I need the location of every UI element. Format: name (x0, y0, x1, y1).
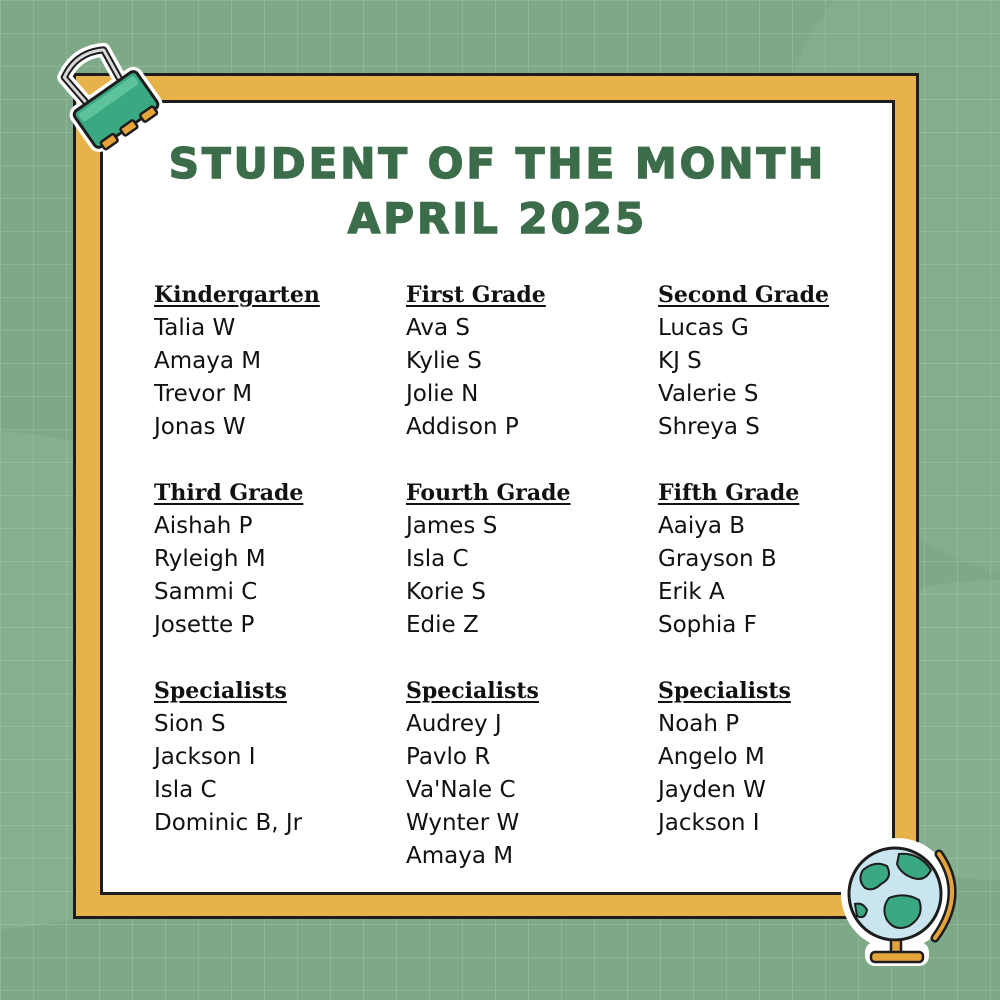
student-name: Sion S (154, 711, 226, 737)
student-name: Shreya S (658, 414, 760, 440)
student-name: Jackson I (658, 810, 760, 836)
group-kindergarten (154, 281, 394, 444)
student-name: Talia W (154, 315, 236, 341)
student-name: Jolie N (406, 381, 479, 407)
student-name: Erik A (658, 579, 725, 605)
student-name: Audrey J (406, 711, 502, 737)
student-name: Dominic B, Jr (154, 810, 303, 836)
student-name: Pavlo R (406, 744, 491, 770)
group-heading: Third Grade (154, 480, 304, 506)
student-name: Korie S (406, 579, 486, 605)
student-name: Ryleigh M (154, 546, 266, 572)
group-third-grade (154, 479, 394, 642)
student-name: Jayden W (658, 777, 766, 803)
student-name: Trevor M (154, 381, 253, 407)
page-subtitle-month: APRIL 2025 (347, 194, 648, 243)
student-name: James S (406, 513, 498, 539)
group-heading: Specialists (406, 678, 539, 704)
group-heading: Fifth Grade (658, 480, 800, 506)
student-name: Isla C (406, 546, 469, 572)
student-name: Ava S (406, 315, 471, 341)
group-heading: Specialists (154, 678, 287, 704)
student-name: Angelo M (658, 744, 765, 770)
student-name: Amaya M (406, 843, 514, 869)
binder-clip-icon (48, 38, 168, 158)
group-specialists-1 (154, 677, 394, 840)
group-fifth-grade (658, 479, 898, 642)
globe-icon (835, 830, 965, 970)
student-name: Valerie S (658, 381, 759, 407)
student-name: Noah P (658, 711, 740, 737)
student-name: Grayson B (658, 546, 777, 572)
student-name: Josette P (154, 612, 255, 638)
student-name: Kylie S (406, 348, 482, 374)
student-name: Isla C (154, 777, 217, 803)
student-name: Sophia F (658, 612, 757, 638)
group-first-grade (406, 281, 646, 444)
group-heading: First Grade (406, 282, 546, 308)
group-heading: Fourth Grade (406, 480, 571, 506)
group-specialists-3 (658, 677, 898, 840)
group-heading: Kindergarten (154, 282, 320, 308)
group-second-grade (658, 281, 898, 444)
student-name: Jonas W (154, 414, 246, 440)
group-fourth-grade (406, 479, 646, 642)
student-name: Jackson I (154, 744, 256, 770)
student-name: Lucas G (658, 315, 749, 341)
student-name: Va'Nale C (406, 777, 516, 803)
group-heading: Specialists (658, 678, 791, 704)
student-name: KJ S (658, 348, 702, 374)
student-name: Aaiya B (658, 513, 746, 539)
student-name: Amaya M (154, 348, 262, 374)
student-name: Edie Z (406, 612, 479, 638)
page-title: STUDENT OF THE MONTH (168, 139, 827, 188)
student-name: Wynter W (406, 810, 520, 836)
student-name: Addison P (406, 414, 519, 440)
student-name: Aishah P (154, 513, 253, 539)
group-specialists-2 (406, 677, 646, 873)
group-heading: Second Grade (658, 282, 830, 308)
student-name: Sammi C (154, 579, 258, 605)
